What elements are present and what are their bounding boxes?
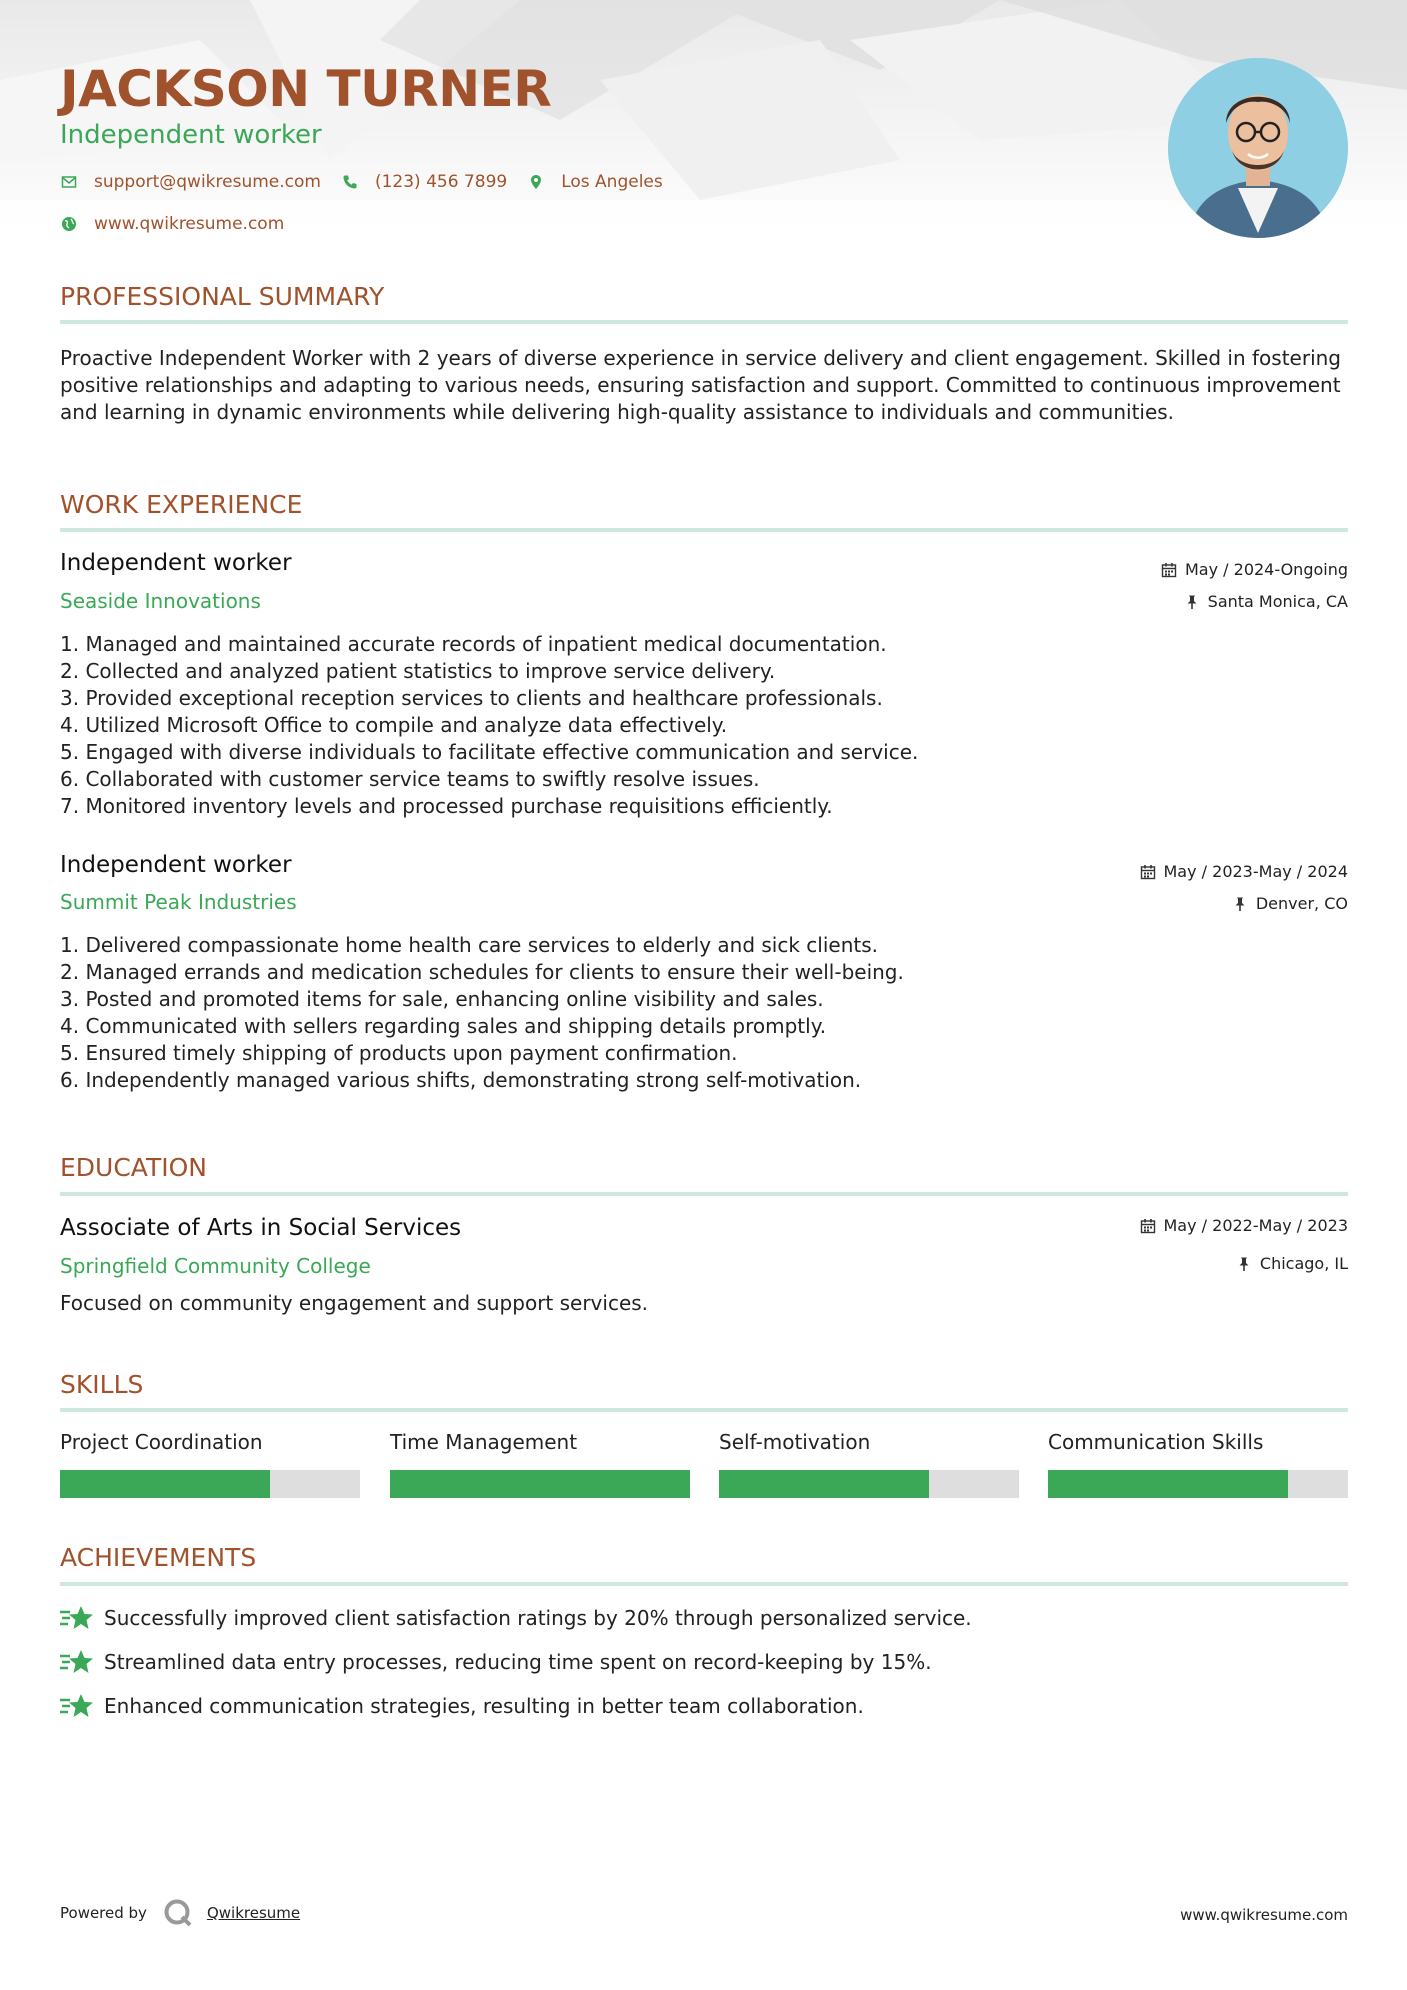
achievement-item <box>60 1692 864 1720</box>
achievement-text: Enhanced communication strategies, resulting in better team collaboration. <box>104 1694 864 1718</box>
list-item: 1. Managed and maintained accurate records of inpatient medical documentation. <box>60 632 887 656</box>
job-title: Independent worker <box>60 852 292 878</box>
skill-item <box>719 1430 1019 1498</box>
degree-title: Associate of Arts in Social Services <box>60 1215 462 1241</box>
job-dates <box>1140 862 1349 881</box>
list-item: 5. Ensured timely shipping of products upon payment confirmation. <box>60 1041 738 1065</box>
skill-item <box>1048 1430 1348 1498</box>
education-description: Focused on community engagement and support services. <box>60 1291 649 1315</box>
pushpin-icon <box>1232 896 1248 912</box>
job-location <box>1184 592 1348 611</box>
skill-bar <box>390 1470 690 1498</box>
pushpin-icon <box>1236 1256 1252 1272</box>
phone-text: (123) 456 7899 <box>374 172 508 192</box>
envelope-icon <box>60 173 78 191</box>
education-dates-text: May / 2022-May / 2023 <box>1163 1216 1348 1235</box>
powered-by-label: Powered by <box>60 1904 147 1922</box>
star-icon <box>60 1692 94 1720</box>
list-item: 2. Managed errands and medication schedules for clients to ensure their well-being. <box>60 960 904 984</box>
summary-text: Proactive Independent Worker with 2 years of diverse experience in service delivery and client engagement. Skilled in fostering positive relationships and adapting to various needs, ensuring satisfaction and support. Committed to continuous improvement and learning in dynamic environments while delivering high-quality assistance to individuals and communities. <box>60 346 1341 424</box>
qwikresume-logo-icon <box>163 1898 193 1928</box>
job-dates-text: May / 2023-May / 2024 <box>1163 862 1348 881</box>
map-pin-icon <box>527 173 545 191</box>
calendar-icon <box>1140 864 1156 880</box>
list-item: 4. Communicated with sellers regarding sales and shipping details promptly. <box>60 1014 827 1038</box>
section-divider <box>60 320 1348 324</box>
skills-heading: SKILLS <box>60 1370 144 1399</box>
achievement-item <box>60 1604 972 1632</box>
list-item: 4. Utilized Microsoft Office to compile and analyze data effectively. <box>60 713 728 737</box>
qwikresume-link[interactable]: Qwikresume <box>206 1904 301 1922</box>
section-divider <box>60 528 1348 532</box>
contact-row-website <box>60 214 304 234</box>
skill-bar <box>60 1470 360 1498</box>
summary-heading: PROFESSIONAL SUMMARY <box>60 282 385 311</box>
contact-row <box>60 172 683 192</box>
job-title: Independent worker <box>60 550 292 576</box>
website-link[interactable]: www.qwikresume.com <box>94 214 285 234</box>
achievement-item <box>60 1648 932 1676</box>
phone-icon <box>341 173 359 191</box>
section-divider <box>60 1582 1348 1586</box>
list-item: 2. Collected and analyzed patient statistics to improve service delivery. <box>60 659 776 683</box>
list-item: 6. Independently managed various shifts, demonstrating strong self-motivation. <box>60 1068 862 1092</box>
education-location <box>1236 1254 1348 1273</box>
experience-heading: WORK EXPERIENCE <box>60 490 303 519</box>
achievement-text: Successfully improved client satisfaction ratings by 20% through personalized service. <box>104 1606 972 1630</box>
list-item: 3. Posted and promoted items for sale, enhancing online visibility and sales. <box>60 987 824 1011</box>
footer-website-link[interactable]: www.qwikresume.com <box>1180 1906 1348 1924</box>
school-name: Springfield Community College <box>60 1254 371 1278</box>
skill-bar <box>719 1470 1019 1498</box>
skill-bar <box>1048 1470 1348 1498</box>
skill-label: Time Management <box>390 1430 578 1454</box>
job-dates-text: May / 2024-Ongoing <box>1185 560 1348 579</box>
list-item: 1. Delivered compassionate home health care services to elderly and sick clients. <box>60 933 879 957</box>
calendar-icon <box>1161 562 1177 578</box>
candidate-name: JACKSON TURNER <box>60 60 552 118</box>
candidate-role: Independent worker <box>60 120 322 150</box>
job-location-text: Denver, CO <box>1255 894 1348 913</box>
education-dates <box>1140 1216 1349 1235</box>
job-bullets <box>60 932 1348 1094</box>
avatar <box>1168 58 1348 238</box>
list-item: 5. Engaged with diverse individuals to facilitate effective communication and service. <box>60 740 919 764</box>
job-bullets <box>60 631 1348 820</box>
job-company: Summit Peak Industries <box>60 890 297 914</box>
education-heading: EDUCATION <box>60 1153 207 1182</box>
education-location-text: Chicago, IL <box>1259 1254 1348 1273</box>
skill-label: Project Coordination <box>60 1430 263 1454</box>
list-item: 6. Collaborated with customer service teams to swiftly resolve issues. <box>60 767 760 791</box>
achievements-heading: ACHIEVEMENTS <box>60 1543 257 1572</box>
star-icon <box>60 1648 94 1676</box>
pushpin-icon <box>1184 594 1200 610</box>
achievement-text: Streamlined data entry processes, reducing time spent on record-keeping by 15%. <box>104 1650 932 1674</box>
job-location <box>1232 894 1348 913</box>
skill-bar-fill <box>1048 1470 1288 1498</box>
email-link[interactable]: support@qwikresume.com <box>94 172 321 192</box>
section-divider <box>60 1192 1348 1196</box>
section-divider <box>60 1408 1348 1412</box>
footer-powered-by <box>60 1898 300 1928</box>
skill-bar-fill <box>60 1470 270 1498</box>
star-icon <box>60 1604 94 1632</box>
skill-bar-fill <box>719 1470 929 1498</box>
job-location-text: Santa Monica, CA <box>1207 592 1348 611</box>
skill-label: Communication Skills <box>1048 1430 1264 1454</box>
skill-bar-fill <box>390 1470 690 1498</box>
calendar-icon <box>1140 1218 1156 1234</box>
job-dates <box>1161 560 1348 579</box>
skill-label: Self-motivation <box>719 1430 871 1454</box>
skill-item <box>60 1430 360 1498</box>
job-company: Seaside Innovations <box>60 589 261 613</box>
list-item: 7. Monitored inventory levels and processed purchase requisitions efficiently. <box>60 794 833 818</box>
location-text: Los Angeles <box>561 172 663 192</box>
list-item: 3. Provided exceptional reception services to clients and healthcare professionals. <box>60 686 883 710</box>
skill-item <box>390 1430 690 1498</box>
globe-icon <box>60 215 78 233</box>
